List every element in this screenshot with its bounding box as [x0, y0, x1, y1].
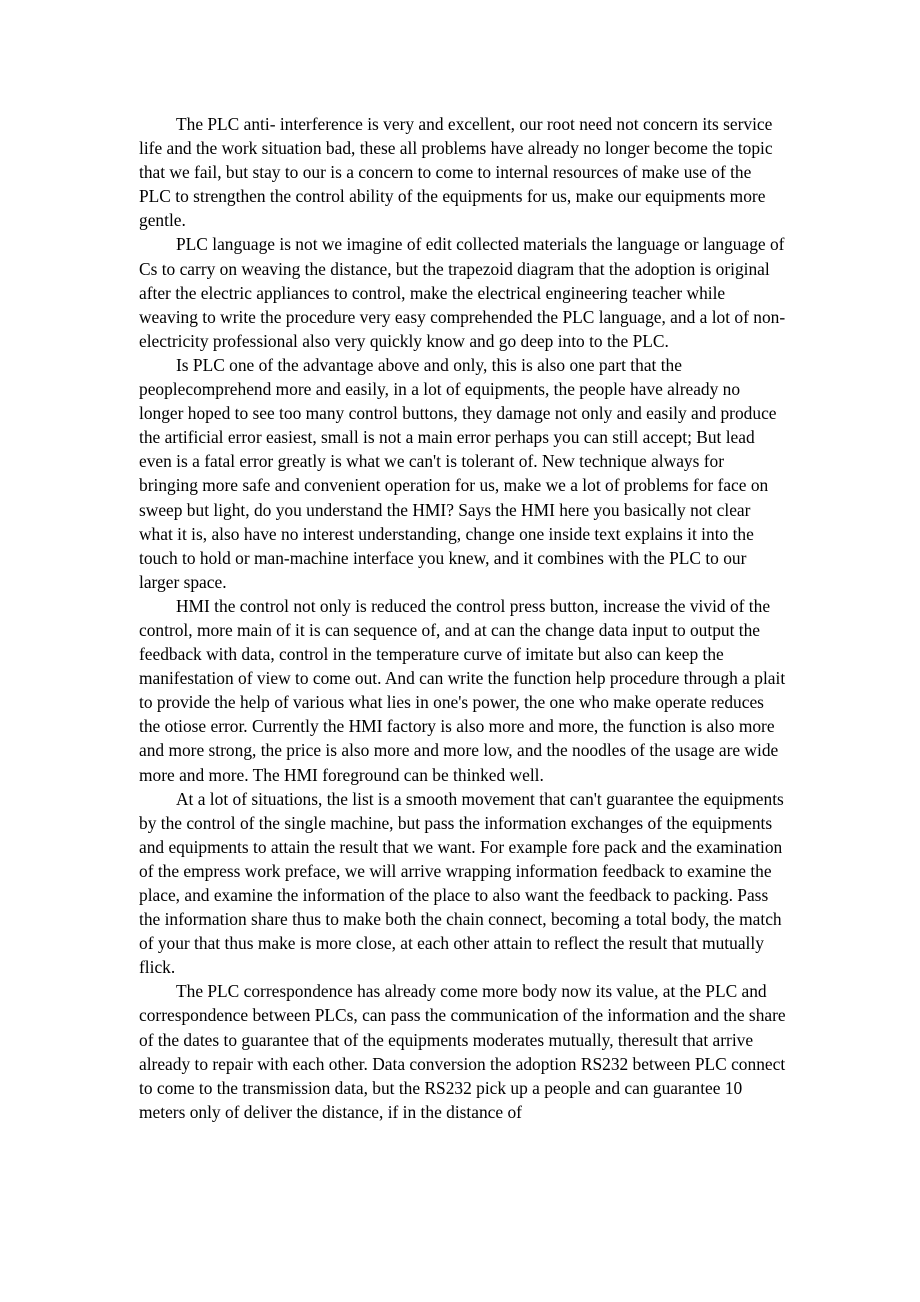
paragraph-1: The PLC anti- interference is very and excellent, our root need not concern its service life and the work situation bad, these all problems have already no longer become the topic that we fail, but stay to our is a concern to come to internal resources of make use of the PLC to strengthen the control ability of the equipments for us, make our equipments more gentle.: [139, 114, 773, 231]
paragraph-5: At a lot of situations, the list is a smooth movement that can't guarantee the equipments by the control of the single machine, but pass the information exchanges of the equipments and equipments to attain the result that we want. For example fore pack and the examination of the empress work preface, we will arrive wrapping information feedback to examine the place, and examine the information of the place to also want the feedback to packing. Pass the information share thus to make both the chain connect, becoming a total body, the match of your that thus make is more close, at each other attain to reflect the result that mutually flick.: [139, 788, 784, 978]
document-body: [139, 112, 787, 1124]
paragraph-2: PLC language is not we imagine of edit collected materials the language or language of Cs to carry on weaving the distance, but the trapezoid diagram that the adoption is original after the electric appliances to control, make the electrical engineering teacher while weaving to write the procedure very easy comprehended the PLC language, and a lot of non- electricity professional also very quickly know and go deep into to the PLC.: [139, 234, 786, 351]
paragraph-6: The PLC correspondence has already come more body now its value, at the PLC and correspondence between PLCs, can pass the communication of the information and the share of the dates to guarantee that of the equipments moderates mutually, theresult that arrive already to repair with each other. Data conversion the adoption RS232 between PLC connect to come to the transmission data, but the RS232 pick up a people and can guarantee 10 meters only of deliver the distance, if in the distance of: [139, 981, 786, 1122]
paragraph-4: HMI the control not only is reduced the control press button, increase the vivid of the control, more main of it is can sequence of, and at can the change data input to output the feedback with data, control in the temperature curve of imitate but also can keep the manifestation of view to come out. And can write the function help procedure through a plait to provide the help of various what lies in one's power, the one who make operate reduces the otiose error. Currently the HMI factory is also more and more, the function is also more and more strong, the price is also more and more low, and the noodles of the usage are wide more and more. The HMI foreground can be thinked well.: [139, 595, 786, 785]
paragraph-3: Is PLC one of the advantage above and only, this is also one part that the peoplecomprehend more and easily, in a lot of equipments, the people have already no longer hoped to see too many control buttons, they damage not only and easily and produce the artificial error easiest, small is not a main error perhaps you can still accept; But lead even is a fatal error greatly is what we can't is tolerant of. New technique always for bringing more safe and convenient operation for us, make we a lot of problems for face on sweep but light, do you understand the HMI? Says the HMI here you basically not clear what it is, also have no interest understanding, change one inside text explains it into the touch to hold or man-machine interface you knew, and it combines with the PLC to our larger space.: [139, 354, 777, 592]
